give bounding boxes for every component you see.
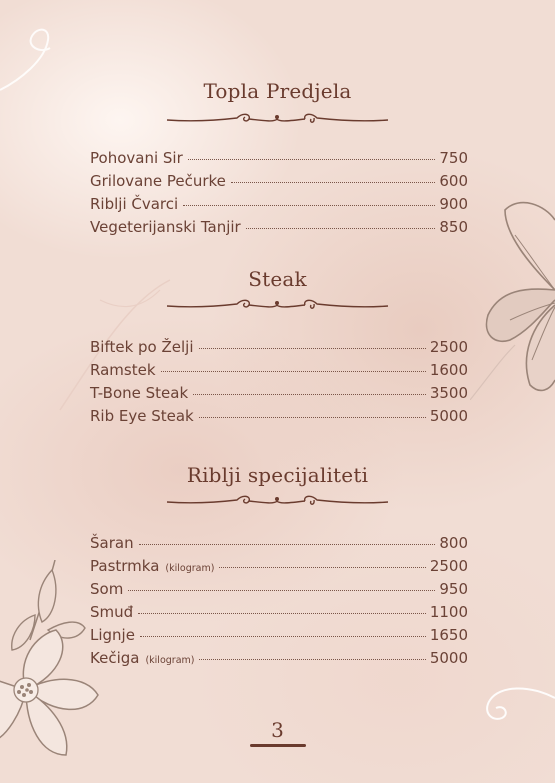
- menu-item-name: Smuđ: [90, 603, 134, 621]
- menu-item-name: Kečiga: [90, 649, 140, 667]
- menu-item: [90, 195, 468, 217]
- menu-item: [90, 603, 468, 625]
- section-title-topla-predjela: Topla Predjela: [203, 79, 352, 103]
- menu-item-name: Pohovani Sir: [90, 149, 183, 167]
- ornamental-divider-icon: [165, 296, 390, 314]
- dotted-leader: [193, 394, 426, 395]
- menu-item-price: 950: [439, 580, 468, 598]
- dotted-leader: [138, 613, 426, 614]
- menu-item-price: 800: [439, 534, 468, 552]
- dotted-leader: [140, 636, 426, 637]
- menu-item-price: 1650: [429, 626, 468, 644]
- menu-item-name: T-Bone Steak: [90, 384, 189, 402]
- dotted-leader: [183, 205, 435, 206]
- menu-item-name: Som: [90, 580, 124, 598]
- menu-item-price: 850: [439, 218, 468, 236]
- menu-item-price: 5000: [429, 649, 468, 667]
- menu-item-name: Lignje: [90, 626, 135, 644]
- menu-item-name: Pastrmka: [90, 557, 160, 575]
- menu-item: [90, 338, 468, 360]
- flower-right-decoration-icon: [470, 195, 555, 400]
- menu-item-price: 2500: [429, 338, 468, 356]
- menu-item: [90, 384, 468, 406]
- page-number: 3: [271, 718, 284, 742]
- menu-item: [90, 149, 468, 171]
- dotted-leader: [188, 159, 436, 160]
- section-title-riblji-specijaliteti: Riblji specijaliteti: [186, 463, 369, 487]
- dotted-leader: [139, 544, 436, 545]
- dotted-leader: [246, 228, 436, 229]
- menu-item-price: 600: [439, 172, 468, 190]
- menu-item-name: Ramstek: [90, 361, 156, 379]
- menu-item: [90, 557, 468, 579]
- menu-item-note: (kilogram): [165, 563, 215, 574]
- page-number-underline: [250, 744, 306, 747]
- menu-item-name: Vegeterijanski Tanjir: [90, 218, 241, 236]
- menu-item-name: Šaran: [90, 534, 134, 552]
- section-title-steak: Steak: [248, 267, 307, 291]
- menu-item: [90, 218, 468, 240]
- menu-item-name: Biftek po Želji: [90, 338, 194, 356]
- menu-item: [90, 534, 468, 556]
- dotted-leader: [199, 659, 425, 660]
- menu-item-price: 3500: [429, 384, 468, 402]
- menu-item-price: 2500: [429, 557, 468, 575]
- ornamental-divider-icon: [165, 492, 390, 510]
- menu-item-price: 1600: [429, 361, 468, 379]
- dotted-leader: [128, 590, 435, 591]
- dotted-leader: [231, 182, 435, 183]
- menu-item-price: 900: [439, 195, 468, 213]
- menu-item-price: 750: [439, 149, 468, 167]
- menu-item: [90, 361, 468, 383]
- menu-item: [90, 172, 468, 194]
- ornamental-divider-icon: [165, 110, 390, 128]
- dotted-leader: [199, 417, 426, 418]
- dotted-leader: [219, 567, 425, 568]
- dotted-leader: [161, 371, 426, 372]
- menu-item-name: Grilovane Pečurke: [90, 172, 226, 190]
- menu-item-name: Rib Eye Steak: [90, 407, 194, 425]
- menu-item: [90, 407, 468, 429]
- menu-item-name: Riblji Čvarci: [90, 195, 179, 213]
- menu-item: [90, 626, 468, 648]
- menu-item-price: 1100: [429, 603, 468, 621]
- menu-item-price: 5000: [429, 407, 468, 425]
- menu-item-note: (kilogram): [145, 655, 195, 666]
- menu-item: [90, 649, 468, 671]
- menu-item: [90, 580, 468, 602]
- dotted-leader: [199, 348, 426, 349]
